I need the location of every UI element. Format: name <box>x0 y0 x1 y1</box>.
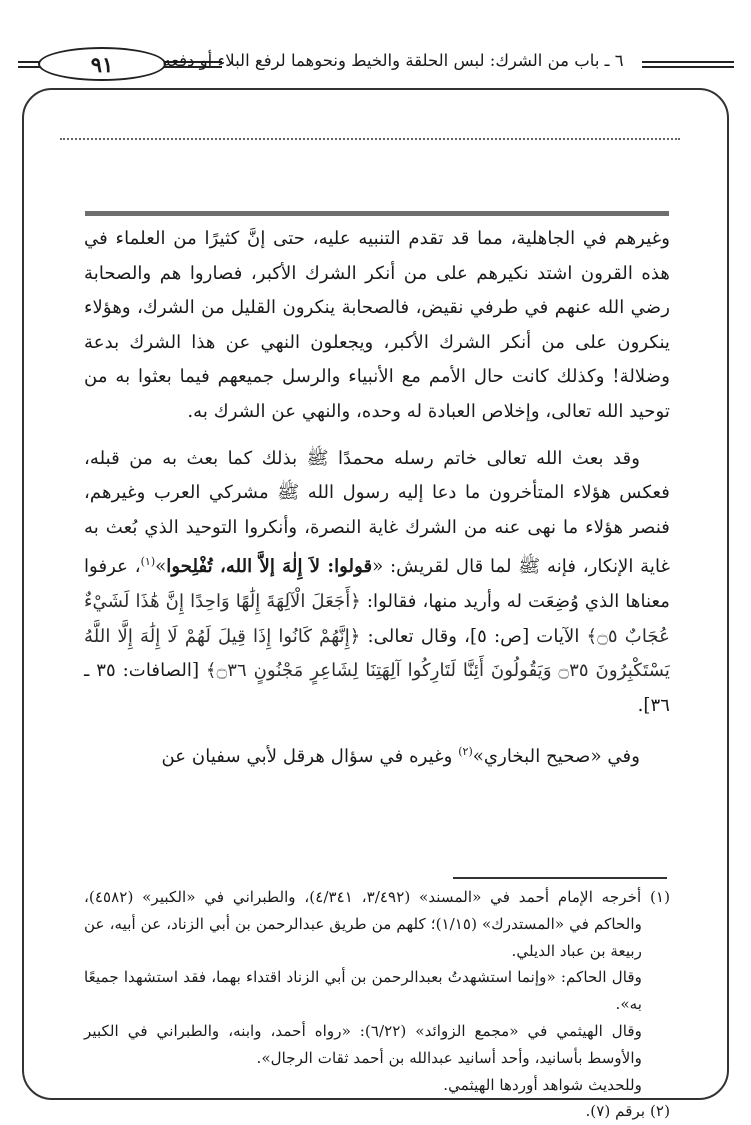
footnote-1-shawahid: وللحديث شواهد أوردها الهيثمي. <box>443 1075 642 1094</box>
footnote-ref-2: (٢) <box>458 745 473 759</box>
hadith-quote: قولوا: لاَ إِلٰهَ إلاَّ الله، تُفْلِحوا <box>166 556 373 578</box>
text-span: ، عرفوا معناها الذي وُضِعَت له وأريد منها، فقالوا: <box>84 556 670 612</box>
footnote-number: (١) <box>649 888 670 906</box>
quran-verse-saffat: ﴿إِنَّهُمْ كَانُوا إِذَا قِيلَ لَهُمْ لَا إِلَٰهَ إِلَّا اللَّهُ يَسْتَكْبِرُونَ ۝٣٥ وَيَقُولُونَ أَئِنَّا لَتَارِكُوا آلِهَتِنَا لِشَاعِرٍ مَجْنُونٍ ۝٣٦﴾ <box>84 625 670 682</box>
paragraph-2 <box>84 442 670 724</box>
header-rule-right <box>642 61 734 63</box>
text-span: وفي «صحيح البخاري» <box>472 746 640 768</box>
footnote-1-haythami: وقال الهيثمي في «مجمع الزوائد» (٦/٢٢): «رواه أحمد، وابنه، والطبراني في الكبير والأوسط بأسانيد، وأحد أسانيد عبدالله بن أحمد ثقات الرجال». <box>84 1021 642 1067</box>
text-span: الآيات [ص: ٥]، وقال تعالى: <box>360 625 587 647</box>
footnote-text: برقم (٧). <box>585 1102 646 1121</box>
quran-verse-sad: ﴿أَجَعَلَ الْآلِهَةَ إِلَٰهًا وَاحِدًا إِنَّ هَٰذَا لَشَيْءٌ عُجَابٌ ۝٥﴾ <box>84 591 671 647</box>
chapter-title: ٦ ـ باب من الشرك: لبس الحلقة والخيط ونحوهما لرفع البلاء أو دفعه <box>162 51 624 70</box>
main-text <box>84 222 670 775</box>
text-span: وقد بعث الله تعالى خاتم رسله محمدًا ﷺ بذلك كما بعث به من قبله، فعكس هؤلاء المتأخرون ما دعا إليه رسول الله ﷺ مشركي العرب وغيرهم، فنصر هؤلاء ما نهى عنه من الشرك غاية النصرة، وأنكروا التوحيد الذي بُعث به غاية الإنكار، فإنه ﷺ لما قال لقريش: « <box>84 447 670 578</box>
header-rule-right-2 <box>642 66 734 68</box>
footnote-1 <box>84 884 670 964</box>
paragraph-3 <box>84 735 670 775</box>
text-span: » <box>155 556 167 578</box>
paragraph-1: وغيرهم في الجاهلية، مما قد تقدم التنبيه عليه، حتى إنَّ كثيرًا من العلماء في هذه القرون اشتد نكيرهم على من أنكر الشرك الأكبر، فصاروا هم والصحابة رضي الله عنهم في طرفي نقيض، فالصحابة ينكرون القليل من الشرك، وهؤلاء ينكرون على من أنكر الشرك الأكبر، ويجعلون النهي عن هذا الشرك بدعة وضلالة! وكذلك كانت حال الأمم مع الأنبياء والرسل جميعهم فيما بعثوا به من توحيد الله تعالى، وإخلاص العبادة له وحده، والنهي عن الشرك به. <box>84 228 670 422</box>
text-span: [الصافات: ٣٥ ـ ٣٦]. <box>84 660 670 716</box>
footnote-ref-1: (١) <box>140 555 156 569</box>
footnotes <box>84 884 670 1125</box>
footnote-rule <box>453 877 667 879</box>
footnote-number: (٢) <box>649 1102 670 1121</box>
text-span: وغيره في سؤال هرقل لأبي سفيان عن <box>161 746 459 768</box>
dotted-separator <box>60 138 680 160</box>
footnote-2 <box>84 1098 670 1125</box>
section-divider <box>85 211 669 216</box>
footnote-1-hakim: وقال الحاكم: «وإنما استشهدتُ بعبدالرحمن بن أبي الزناد اقتداء بهما، فقد استشهدا جميعًا به». <box>84 968 642 1014</box>
page-header <box>0 0 751 80</box>
footnote-text: أخرجه الإمام أحمد في «المسند» (٣/٤٩٢، ٤/٣٤١)، والطبراني في «الكبير» (٤٥٨٢)، والحاكم في «المستدرك» (١/١٥)؛ كلهم من طريق عبدالرحمن بن أبي الزناد، عن أبيه، عن ربيعة بن عباد الديلي. <box>84 888 642 960</box>
page-number: ٩١ <box>38 47 166 81</box>
